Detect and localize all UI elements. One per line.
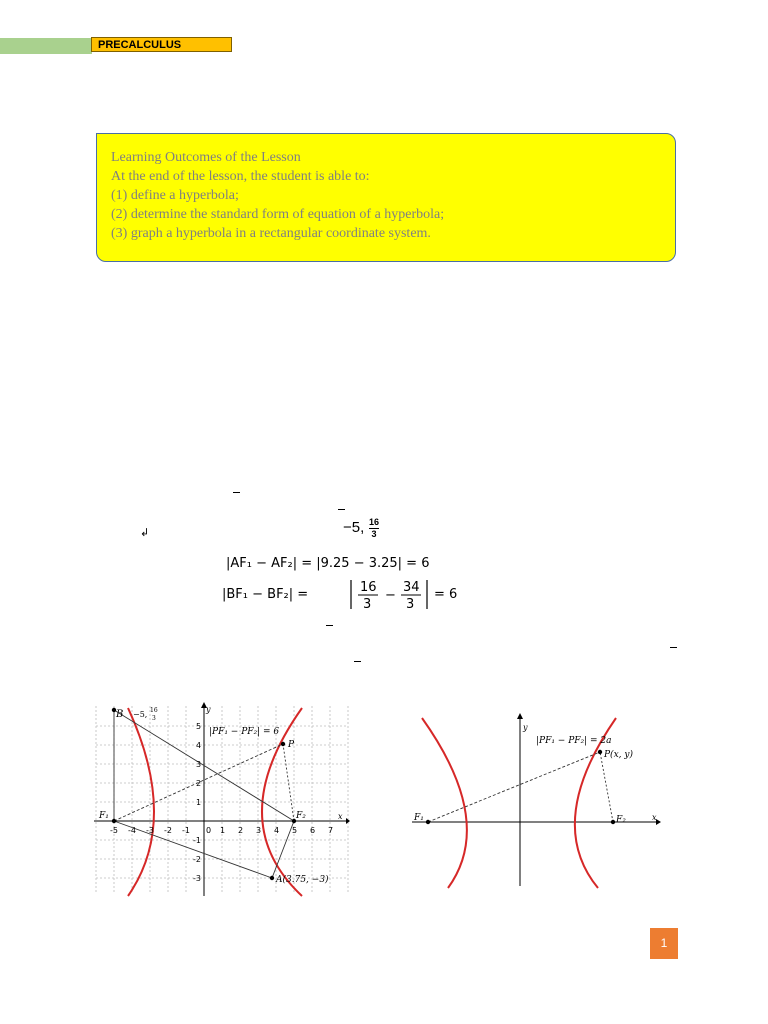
equation-bf-den2: 3: [406, 597, 415, 612]
point-b-x: −5,: [343, 519, 365, 536]
x-axis-label: x: [652, 813, 657, 822]
x-tick: -5: [110, 826, 118, 835]
hyperbola-general-figure: [408, 710, 664, 890]
label-b-coord-x: −5,: [133, 710, 148, 719]
label-b: B: [116, 709, 124, 720]
label-f2: F₂: [616, 815, 626, 825]
y-tick: 4: [196, 741, 202, 750]
header-green-strip: [0, 38, 92, 54]
dash-fragment: [670, 647, 677, 648]
y-tick: -3: [193, 874, 201, 883]
x-tick: 5: [292, 826, 298, 835]
equation-af: |AF₁ − AF₂| = |9.25 − 3.25| = 6: [226, 556, 430, 571]
focal-distance-label: |PF₁ − PF₂| = 2a: [536, 736, 612, 746]
dash-fragment: [354, 661, 361, 662]
outcomes-intro: At the end of the lesson, the student is able to:: [111, 169, 370, 184]
label-f2: F₂: [296, 811, 306, 821]
x-tick: 6: [310, 826, 316, 835]
x-tick: -3: [146, 826, 154, 835]
x-tick: -1: [182, 826, 190, 835]
focal-distance-label: |PF₁ − PF₂| = 6: [209, 727, 280, 737]
page-number: 1: [650, 928, 678, 959]
x-tick: 7: [328, 826, 334, 835]
outcome-item-1: (1) define a hyperbola;: [111, 188, 239, 203]
y-tick: -2: [193, 855, 201, 864]
x-tick: 4: [274, 826, 280, 835]
outcomes-title: Learning Outcomes of the Lesson: [111, 150, 301, 165]
label-a: A(3.75, −3): [276, 875, 329, 885]
label-b-coord-den: 3: [152, 715, 156, 722]
outcome-item-3: (3) graph a hyperbola in a rectangular coordinate system.: [111, 226, 431, 241]
equation-bf-minus: −: [385, 588, 396, 603]
label-f1: F₁: [99, 811, 109, 821]
fraction-denominator: 3: [369, 528, 379, 540]
dash-fragment: [233, 492, 240, 493]
x-tick: 3: [256, 826, 262, 835]
equation-bf-lhs: |BF₁ − BF₂| =: [222, 587, 309, 602]
x-tick: 0: [206, 826, 212, 835]
point-b-y-fraction: [369, 517, 379, 540]
x-tick: 1: [220, 826, 226, 835]
label-p: P(x, y): [604, 750, 633, 760]
label-b-coord-num: 16: [150, 707, 158, 714]
y-tick: -1: [193, 836, 201, 845]
y-axis-label: y: [523, 723, 528, 732]
dash-fragment: [338, 509, 345, 510]
equation-bf-num1: 16: [360, 580, 377, 595]
y-tick: 3: [196, 760, 202, 769]
x-tick: 2: [238, 826, 244, 835]
equation-bf-rhs: = 6: [434, 587, 458, 602]
y-tick: 5: [196, 722, 202, 731]
label-f1: F₁: [414, 813, 424, 823]
equation-bf-num2: 34: [403, 580, 420, 595]
subject-header: PRECALCULUS: [91, 37, 232, 52]
outcome-item-2: (2) determine the standard form of equation of a hyperbola;: [111, 207, 445, 222]
learning-outcomes-box: [96, 133, 676, 262]
x-tick: -4: [128, 826, 136, 835]
equation-bf-den1: 3: [363, 597, 372, 612]
dash-fragment: [326, 625, 333, 626]
hyperbola-grid-figure: [92, 700, 350, 900]
fraction-numerator: 16: [369, 517, 380, 527]
label-p: P: [288, 740, 295, 750]
y-tick: 1: [196, 798, 202, 807]
equation-bf: [222, 576, 472, 612]
x-axis-label: x: [338, 812, 343, 821]
x-tick: -2: [164, 826, 172, 835]
y-tick: 2: [196, 779, 202, 788]
return-symbol: ↲: [140, 526, 150, 539]
y-axis-label: y: [206, 705, 211, 714]
